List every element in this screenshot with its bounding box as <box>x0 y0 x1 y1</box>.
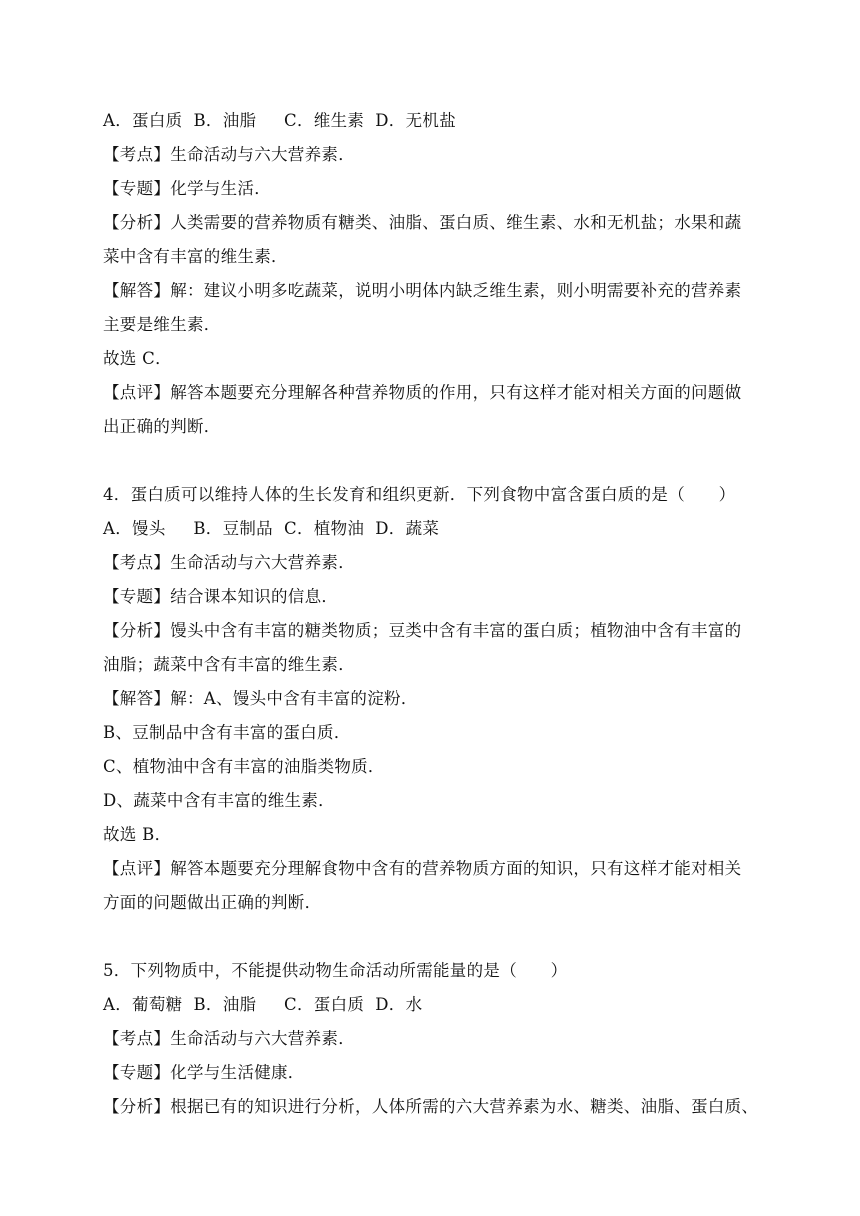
q3-fenxi-line-1: 【分析】人类需要的营养物质有糖类、油脂、蛋白质、维生素、水和无机盐；水果和蔬 <box>103 213 742 232</box>
q4-fenxi-line-2: 油脂；蔬菜中含有丰富的维生素． <box>103 655 355 674</box>
document-page <box>103 104 763 1124</box>
q5-options: A．葡萄糖 B．油脂 C．蛋白质 D．水 <box>103 995 423 1014</box>
q4-jieda-line-2: B、豆制品中含有丰富的蛋白质． <box>103 723 351 742</box>
q3-dianping-line-1: 【点评】解答本题要充分理解各种营养物质的作用，只有这样才能对相关方面的问题做 <box>103 383 742 402</box>
q4-jieda-line-3: C、植物油中含有丰富的油脂类物质． <box>103 757 385 776</box>
q3-jieda-line-2: 主要是维生素． <box>103 315 221 334</box>
q5-kaodian: 【考点】生命活动与六大营养素． <box>103 1029 355 1048</box>
q3-kaodian: 【考点】生命活动与六大营养素． <box>103 145 355 164</box>
q4-jieda-line-1: 【解答】解：A、馒头中含有丰富的淀粉． <box>103 689 418 708</box>
q3-options: A．蛋白质 B．油脂 C．维生素 D．无机盐 <box>103 111 456 130</box>
q3-dianping-line-2: 出正确的判断． <box>103 417 221 436</box>
q3-zhuanti: 【专题】化学与生活． <box>103 179 271 198</box>
q4-zhuanti: 【专题】结合课本知识的信息． <box>103 587 339 606</box>
q4-dianping-line-2: 方面的问题做出正确的判断． <box>103 893 322 912</box>
q3-fenxi-line-2: 菜中含有丰富的维生素． <box>103 247 288 266</box>
q4-kaodian: 【考点】生命活动与六大营养素． <box>103 553 355 572</box>
q4-answer: 故选 B． <box>103 825 172 844</box>
q4-stem: 4．蛋白质可以维持人体的生长发育和组织更新．下列食物中富含蛋白质的是（ ） <box>103 485 736 504</box>
question-gap <box>103 920 763 954</box>
q5-fenxi-line-1: 【分析】根据已有的知识进行分析，人体所需的六大营养素为水、糖类、油脂、蛋白质、 <box>103 1097 759 1116</box>
q5-stem: 5．下列物质中，不能提供动物生命活动所需能量的是（ ） <box>103 961 568 980</box>
q3-jieda-line-1: 【解答】解：建议小明多吃蔬菜，说明小明体内缺乏维生素，则小明需要补充的营养素 <box>103 281 742 300</box>
q4-options: A．馒头 B．豆制品 C．植物油 D．蔬菜 <box>103 519 440 538</box>
q3-answer: 故选 C． <box>103 349 172 368</box>
q4-dianping-line-1: 【点评】解答本题要充分理解食物中含有的营养物质方面的知识，只有这样才能对相关 <box>103 859 742 878</box>
q4-fenxi-line-1: 【分析】馒头中含有丰富的糖类物质；豆类中含有丰富的蛋白质；植物油中含有丰富的 <box>103 621 742 640</box>
q4-jieda-line-4: D、蔬菜中含有丰富的维生素． <box>103 791 335 810</box>
question-gap <box>103 444 763 478</box>
q5-zhuanti: 【专题】化学与生活健康． <box>103 1063 305 1082</box>
